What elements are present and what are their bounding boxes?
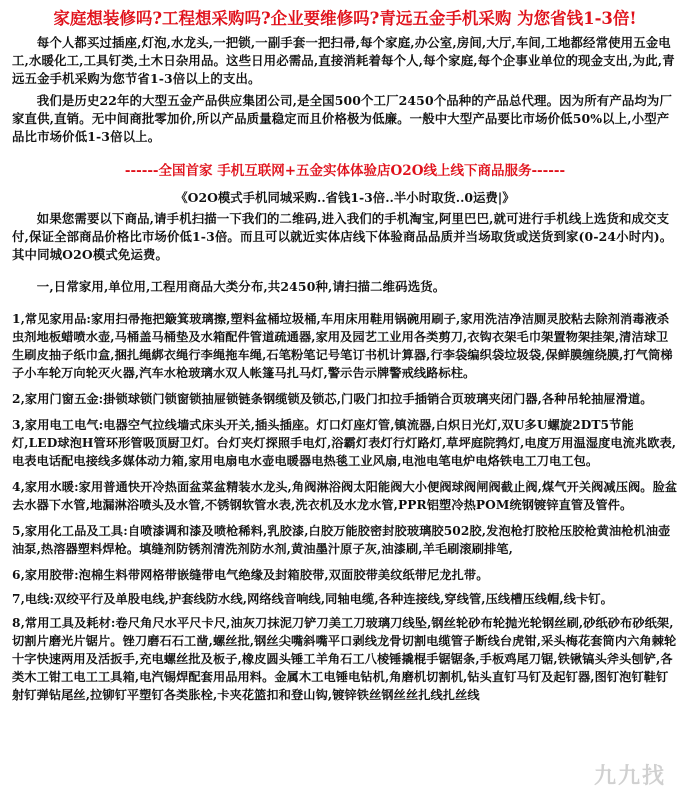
category-item: 5,家用化工品及工具:自喷漆调和漆及喷枪稀料,乳胶漆,白胶万能胶密封胶玻璃胶502胶,发泡枪打胶枪压胶枪黄油枪机油壶油泵,热溶器塑料焊枪。填缝剂防锈剂清洗剂防水剂,黄油墨汁原子灰,油漆刷,羊毛刷滚刷排笔, (12, 524, 671, 556)
category-item: 6,家用胶带:泡棉生料带网格带嵌缝带电气绝缘及封箱胶带,双面胶带美纹纸带尼龙扎带。 (12, 568, 489, 582)
category-item: 7,电线:双绞平行及单股电线,护套线防水线,网络线音响线,同轴电缆,各种连接线,穿线管,压线槽压线帽,线卡钉。 (12, 592, 613, 606)
paragraph-intro-1: 每个人都买过插座,灯泡,水龙头,一把锁,一副手套一把扫帚,每个家庭,办公室,房间,大厅,车间,工地都经常使用五金电工,水暖化工,工具钉类,土木日杂用品。这些日用必需品,直接消耗着每个人,每个家庭,每个企事业单位的现金支出,为此,青远五金手机采购为您节省1-3倍以上的支出。 (12, 35, 675, 86)
category-item: 4,家用水暖:家用普通快开冷热面盆菜盆精装水龙头,角阀淋浴阀太阳能阀大小便阀球阀闸阀截止阀,煤气开关阀减压阀。脸盆去水器下水管,地漏淋浴喷头及水管,不锈钢软管水表,洗衣机及水龙水管,PPR铝塑冷热POM统钢镀锌直管及管件。 (12, 480, 678, 512)
paragraph-intro-2: 我们是历史22年的大型五金产品供应集团公司,是全国500个工厂2450个品种的产品总代理。因为所有产品均为厂家直供,直销。无中间商批零加价,所以产品质量稳定而且价格极为低廉。一般中大型产品要比市场价低50%以上,小型产品比市场价低1-3倍以上。 (12, 93, 672, 144)
category-item: 1,常见家用品:家用扫帚拖把簸箕玻璃擦,塑料盆桶垃圾桶,车用床用鞋用锅碗用刷子,家用洗洁净洁厕灵胶粘去除剂消毒液杀虫剂地板蜡喷水壶,马桶盖马桶垫及水箱配件管道疏通器,家用及园艺工业用各类剪刀,衣钩衣架毛巾架置物架挂架,清洁球卫生刷皮抽子纸巾盒,捆扎绳綁衣绳行李绳拖车绳,石笔粉笔记号笔订书机计算器,行李袋编织袋垃圾袋,保鲜膜缠绕膜,打气筒梯子小车轮万向轮灭火器,汽车水枪玻璃水双人帐篷马扎马灯,警示告示牌警戒线路标柱。 (12, 312, 673, 380)
category-item: 2,家用门窗五金:掛锁球锁门锁窗锁抽屉锁链条钢缆锁及锁芯,门吸门扣拉手插销合页玻璃夹闭门器,各种吊轮抽屉滑道。 (12, 392, 653, 406)
o2o-subtitle: 《O2O模式手机同城采购..省钱1-3倍..半小时取货..0运费|》 (175, 190, 515, 205)
o2o-banner: ------全国首家 手机互联网+五金实体体验店O2O线上线下商品服务------ (124, 163, 566, 179)
section-heading: 一,日常家用,单位用,工程用商品大类分布,共2450种,请扫描二维码选货。 (36, 279, 446, 294)
paragraph-scan-intro: 如果您需要以下商品,请手机扫描一下我们的二维码,进入我们的手机淘宝,阿里巴巴,就可进行手机线上选货和成交支付,保证全部商品价格比市场价低1-3倍。而且可以就近实体店线下体验商品品质并当场取货或送货到家(0-24小时内)。其中同城O2O模式免运费。 (12, 211, 673, 262)
category-item: 8,常用工具及耗材:卷尺角尺水平尺卡尺,油灰刀抹泥刀铲刀美工刀玻璃刀线坠,钢丝轮砂布轮抛光轮钢丝刷,砂纸砂布砂纸架,切割片磨光片锯片。锉刀磨石石工凿,螺丝批,钢丝尖嘴斜嘴平口剥线龙骨切割电缆管子断线台虎钳,采头梅花套筒内六角棘轮十字快速两用及活扳手,充电螺丝批及板子,橡皮圆头锤工羊角石工八棱锤撬棍手锯锯条,手板鸡尾刀锯,铁锹镐头斧头刨铲,各类木工钳工电工工具箱,电汽锡焊配套用品用料。金属木工电锤电钻机,角磨机切割机,钻头直钉马钉及起钉器,图钉泡钉鞋钉射钉弹钻尾丝,拉铆钉平塑钉各类胀栓,卡夹花篮扣和登山钩,镀锌铁丝钢丝丝扎线扎丝线 (12, 616, 677, 702)
headline: 家庭想装修吗?工程想采购吗?企业要维修吗?青远五金手机采购 为您省钱1-3倍! (53, 9, 637, 28)
watermark: 九九找 (593, 764, 666, 789)
category-item: 3,家用电工电气:电器空气拉线墙式床头开关,插头插座。灯口灯座灯管,镇流器,白炽日光灯,双U多U螺旋2DT5节能灯,LED球泡H管环形管吸顶厨卫灯。台灯夹灯探照手电灯,浴霸灯表灯行灯路灯,草坪庭院鹁灯,电度万用温湿度电流兆欧表,电表电话配电接线多媒体动力箱,家用电扇电水壶电暖器电热毯工业风扇,电池电笔电炉电烙铁电工刀电工包。 (12, 418, 677, 468)
